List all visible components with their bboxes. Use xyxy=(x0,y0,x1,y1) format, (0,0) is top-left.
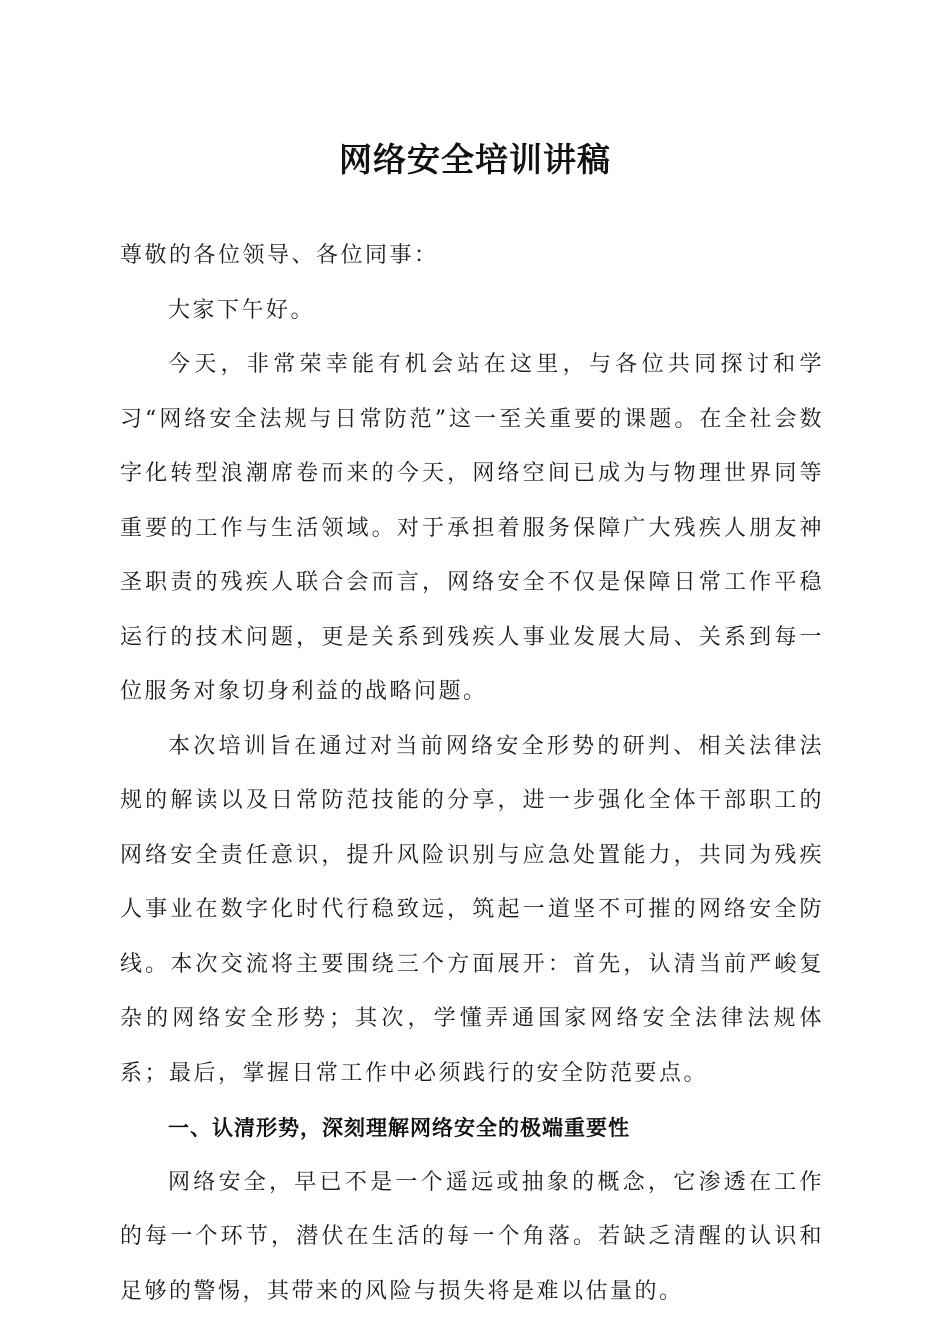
document-title: 网络安全培训讲稿 xyxy=(339,140,611,179)
section-1-paragraph: 网络安全，早已不是一个遥远或抽象的概念，它渗透在工作的每一个环节，潜伏在生活的每一个角落。若缺乏清醒的认识和足够的警惕，其带来的风险与损失将是难以估量的。 xyxy=(120,1169,824,1304)
intro-paragraph-2: 本次培训旨在通过对当前网络安全形势的研判、相关法律法规的解读以及日常防范技能的分享，进一步强化全体干部职工的网络安全责任意识，提升风险识别与应急处置能力，共同为残疾人事业在数字化时代行稳致远，筑起一道坚不可摧的网络安全防线。本次交流将主要围绕三个方面展开：首先，认清当前严峻复杂的网络安全形势；其次，学懂弄通国家网络安全法律法规体系；最后，掌握日常工作中必须践行的安全防范要点。 xyxy=(120,733,824,1086)
greeting: 大家下午好。 xyxy=(168,297,316,323)
document-body xyxy=(120,229,824,1319)
intro-paragraph-1: 今天，非常荣幸能有机会站在这里，与各位共同探讨和学习“网络安全法规与日常防范”这一至关重要的课题。在全社会数字化转型浪潮席卷而来的今天，网络空间已成为与物理世界同等重要的工作与生活领域。对于承担着服务保障广大残疾人朋友神圣职责的残疾人联合会而言，网络安全不仅是保障日常工作平稳运行的技术问题，更是关系到残疾人事业发展大局、关系到每一位服务对象切身利益的战略问题。 xyxy=(120,352,824,704)
section-heading-1: 一、认清形势，深刻理解网络安全的极端重要性 xyxy=(168,1116,630,1140)
salutation: 尊敬的各位领导、各位同事： xyxy=(120,243,439,268)
